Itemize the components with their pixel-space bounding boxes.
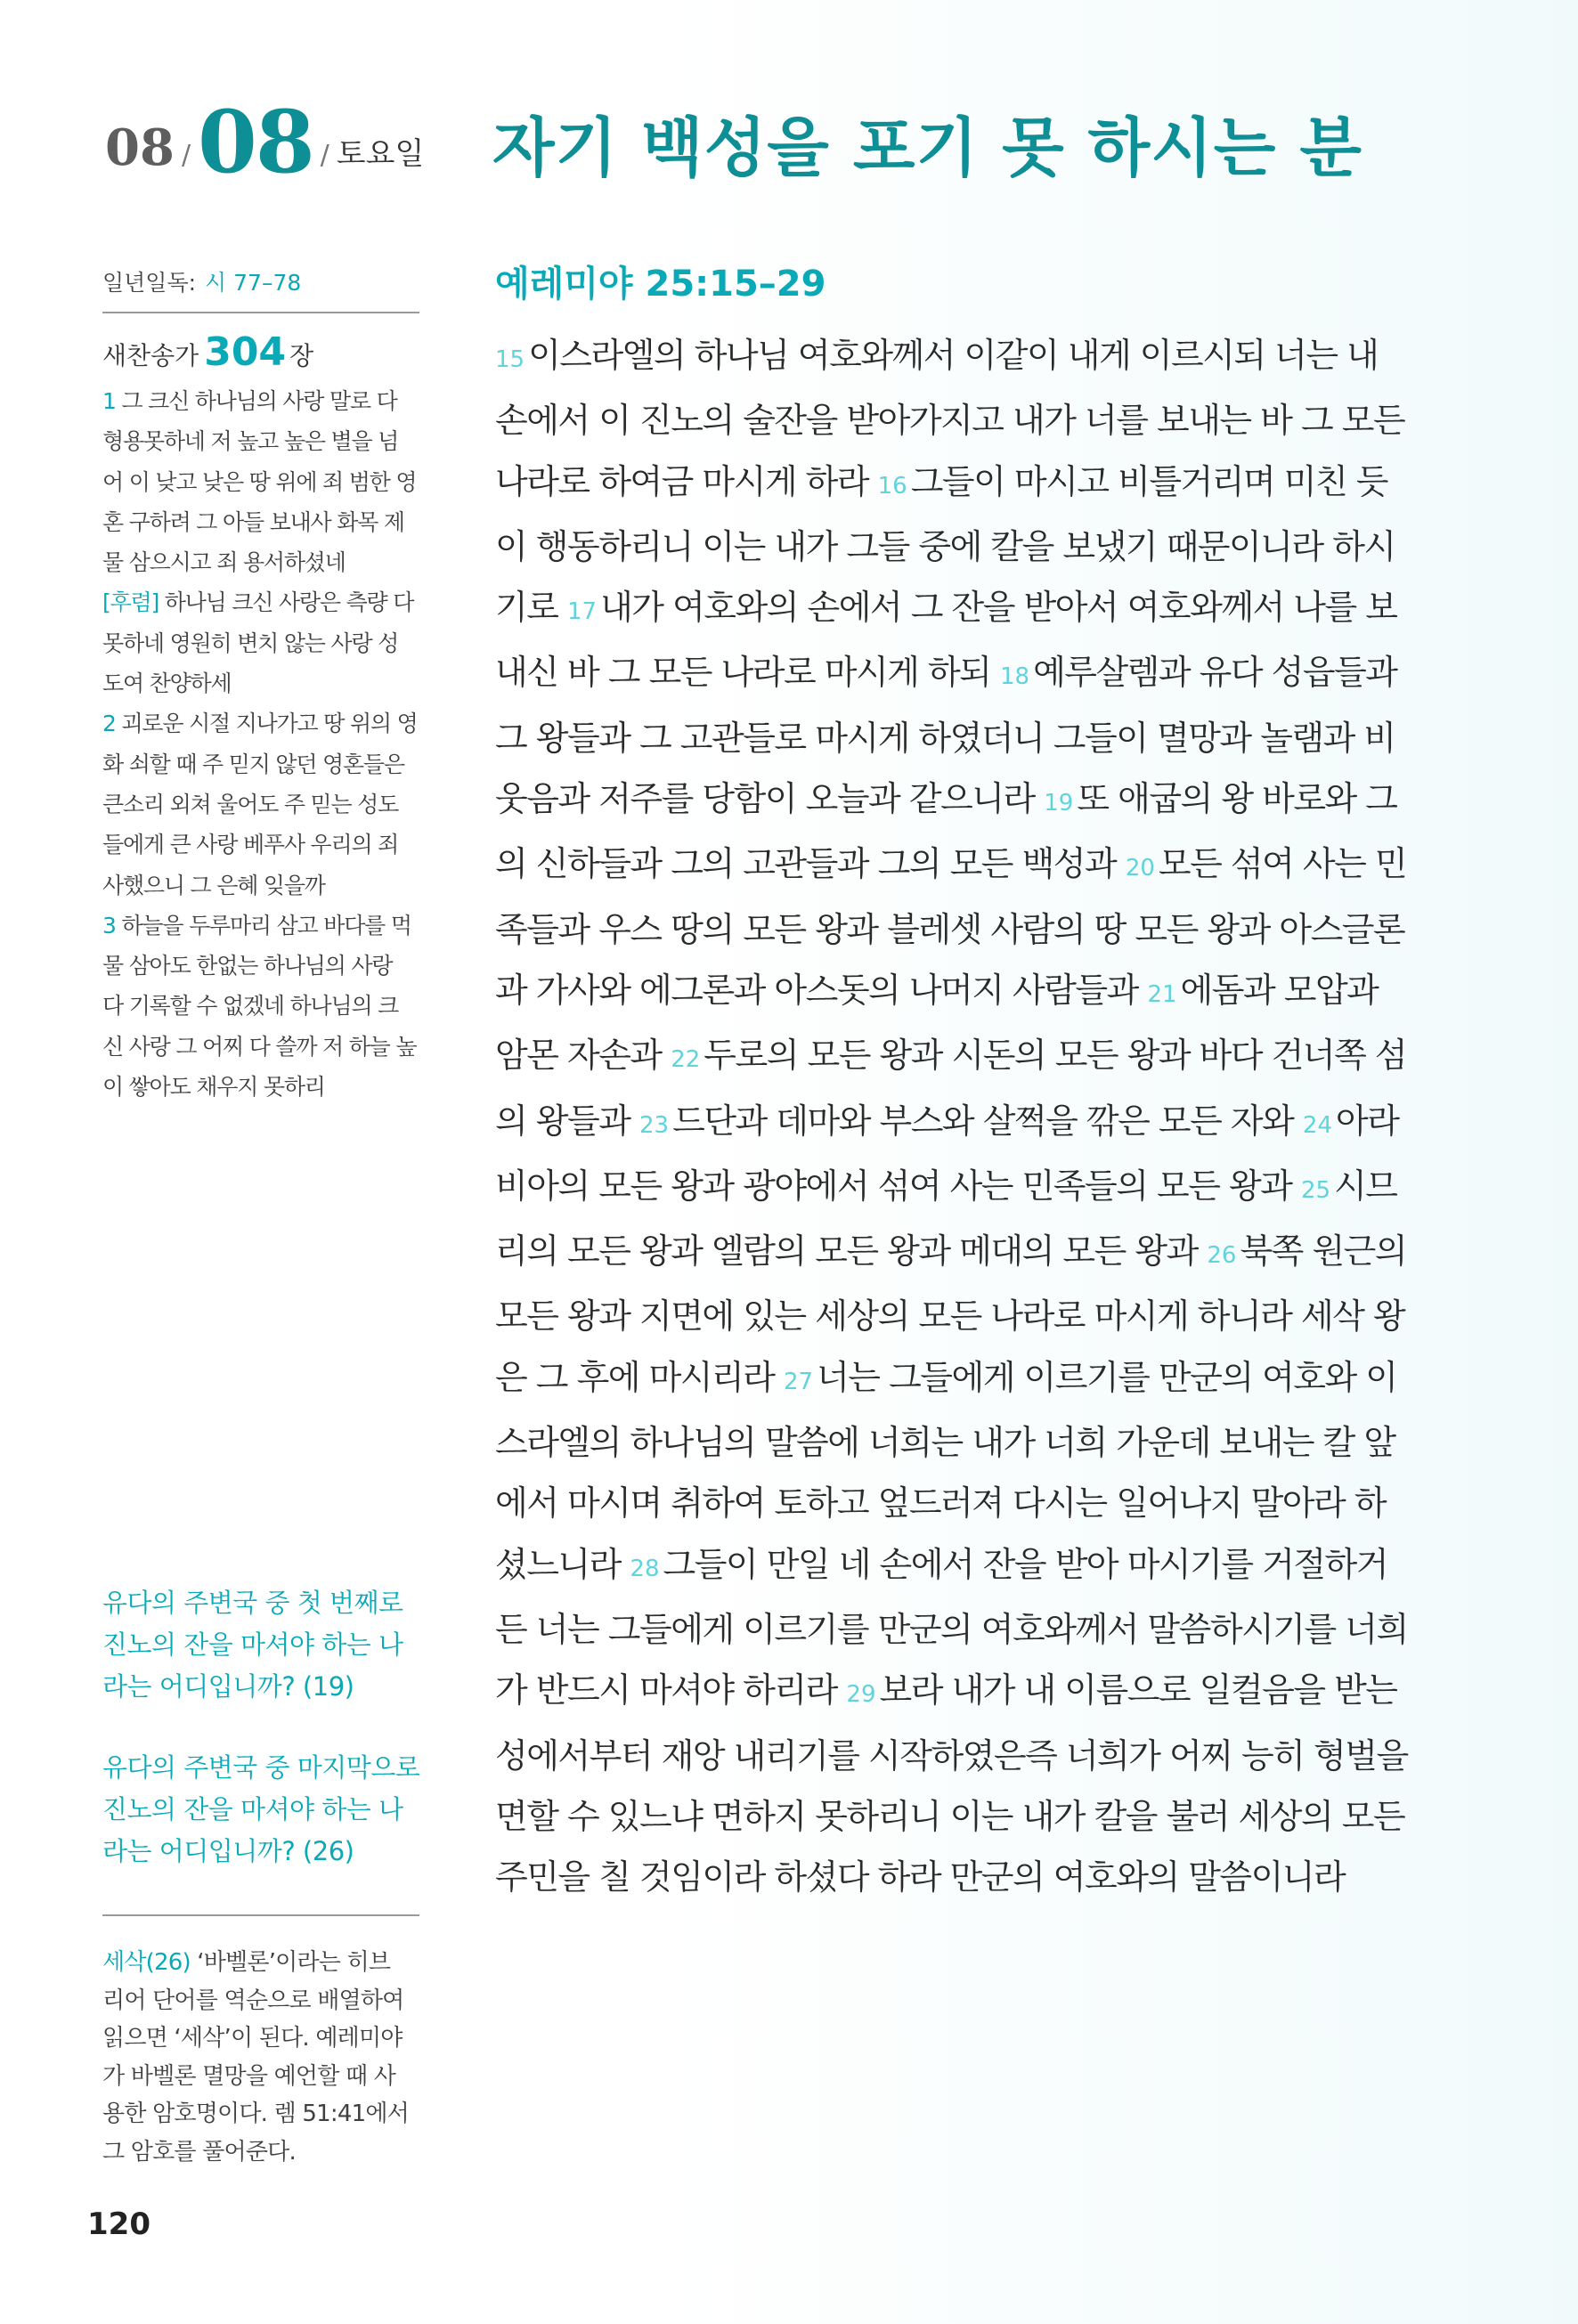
verse-text: 두로의 모든 왕과 시돈의 모든 왕과 바다 건너쪽 섬: [704, 1036, 1407, 1076]
verse-text: 셨느니라: [495, 1544, 630, 1584]
verse-text: 성에서부터 재앙 내리기를 시작하였은즉 너희가 어찌 능히 형벌을: [495, 1735, 1408, 1776]
verse-text: 아라: [1336, 1101, 1399, 1141]
verse-text: 의 신하들과 그의 고관들과 그의 모든 백성과: [495, 844, 1126, 884]
date-weekday: 토요일: [336, 136, 425, 172]
date-month: 08: [105, 118, 175, 177]
verse-number: 28: [630, 1555, 660, 1582]
verse-text: 비아의 모든 왕과 광야에서 섞여 사는 민족들의 모든 왕과: [495, 1166, 1301, 1206]
hymn-line: [102, 502, 419, 542]
verse-number: 17: [567, 598, 598, 626]
hymn-line-text: 신 사랑 그 어찌 다 쓸까 저 하늘 높: [102, 1033, 417, 1060]
hymn-line-text: 이 쌓아도 채우지 못하리: [102, 1074, 325, 1101]
scripture-line: [495, 768, 1412, 833]
hymn-line: [102, 1027, 419, 1067]
scripture-line: [495, 516, 1412, 577]
verse-text: 내가 여호와의 손에서 그 잔을 받아서 여호와께서 나를 보: [600, 588, 1397, 628]
question-line: 진노의 잔을 마셔야 하는 나: [102, 1629, 403, 1660]
verse-text: 리의 모든 왕과 엘람의 모든 왕과 메대의 모든 왕과: [495, 1231, 1208, 1272]
verse-text: 스라엘의 하나님의 말씀에 너희는 내가 너희 가운데 보내는 칼 앞: [495, 1423, 1395, 1463]
scripture-line: [495, 1473, 1412, 1533]
hymn-line-text: 그 크신 하나님의 사랑 말로 다: [115, 388, 397, 414]
scripture-reference: 예레미야 25:15–29: [495, 264, 826, 305]
date-day: 08: [198, 92, 313, 192]
date-header: [105, 87, 425, 192]
verse-number: 29: [846, 1681, 876, 1709]
hymn-line: [102, 381, 419, 421]
scripture-line: [495, 1221, 1412, 1286]
page-number: 120: [87, 2206, 150, 2242]
hymn-line-text: 큰소리 외쳐 울어도 주 믿는 성도: [102, 791, 399, 817]
scripture-line: [495, 1847, 1412, 1907]
verse-text: 내신 바 그 모든 나라로 마시게 하되: [495, 653, 1000, 693]
scripture-line: [495, 451, 1412, 516]
note-line: 그 암호를 풀어준다.: [102, 2138, 296, 2166]
reading-value: 시 77–78: [205, 270, 302, 296]
verse-number: 23: [639, 1111, 670, 1139]
verse-text: 웃음과 저주를 당함이 오늘과 같으니라: [495, 779, 1045, 819]
hymn-line: [102, 865, 419, 906]
verse-text: 보라 내가 내 이름으로 일컬음을 받는: [879, 1670, 1397, 1710]
verse-text: 든 너는 그들에게 이르기를 만군의 여호와께서 말씀하시기를 너희: [495, 1609, 1408, 1649]
hymn-line: [102, 946, 419, 986]
date-separator: /: [181, 140, 191, 171]
verse-text: 족들과 우스 땅의 모든 왕과 블레셋 사람의 땅 모든 왕과 아스글론: [495, 909, 1405, 949]
hymn-verse-tag: 1: [102, 388, 116, 414]
hymn-line: [102, 986, 419, 1026]
hymn-lyrics: [102, 381, 419, 1107]
scripture-text: [495, 325, 1412, 1907]
sidebar-divider: [102, 312, 419, 313]
hymn-line: [102, 663, 419, 703]
verse-number: 27: [783, 1368, 814, 1395]
verse-text: 주민을 칠 것임이라 하셨다 하라 만군의 여호와의 말씀이니라: [495, 1857, 1346, 1897]
verse-text: 그들이 마시고 비틀거리며 미친 듯: [910, 461, 1387, 501]
verse-text: 에돔과 모압과: [1180, 970, 1379, 1010]
annual-reading: [102, 265, 419, 297]
hymn-number: 304: [204, 329, 287, 375]
hymn-line-text: 화 쇠할 때 주 믿지 않던 영혼들은: [102, 751, 404, 777]
note-line: 가 바벨론 멸망을 예언할 때 사: [102, 2062, 396, 2090]
scripture-line: [495, 1091, 1412, 1156]
verse-text: 의 왕들과: [495, 1101, 639, 1141]
hymn-line: [102, 825, 419, 865]
question-1: [102, 1582, 419, 1708]
scripture-line: [495, 1156, 1412, 1221]
note-line: 읽으면 ‘세삭’이 된다. 예레미야: [102, 2025, 403, 2052]
note-line: [102, 1944, 419, 1982]
hymn-line-text: 형용못하네 저 높고 높은 별을 넘: [102, 428, 399, 455]
verse-text: 손에서 이 진노의 술잔을 받아가지고 내가 너를 보내는 바 그 모든: [495, 401, 1405, 441]
hymn-line-text: 못하네 영원히 변치 않는 사랑 성: [102, 630, 399, 656]
scripture-line: [495, 390, 1412, 451]
verse-text: 은 그 후에 마시리라: [495, 1357, 784, 1397]
verse-text: 예루살렘과 유다 성읍들과: [1033, 653, 1397, 693]
hymn-line: [102, 542, 419, 582]
verse-text: 북쪽 원근의: [1240, 1231, 1407, 1272]
note-line: 리어 단어를 역순으로 배열하여: [102, 1987, 404, 2014]
verse-text: 암몬 자손과: [495, 1036, 671, 1076]
verse-text: 에서 마시며 취하여 토하고 엎드러져 다시는 일어나지 말아라 하: [495, 1483, 1387, 1524]
question-line: 유다의 주변국 중 마지막으로: [102, 1752, 420, 1783]
scripture-line: [495, 1660, 1412, 1725]
hymn-line: [102, 1067, 419, 1107]
question-line: 유다의 주변국 중 첫 번째로: [102, 1588, 403, 1618]
scripture-line: [495, 577, 1412, 642]
hymn-line: [102, 703, 419, 744]
note-term: 세삭(26): [102, 1949, 191, 1976]
hymn-line: [102, 421, 419, 461]
hymn-line: [102, 906, 419, 946]
verse-number: 25: [1301, 1176, 1331, 1204]
hymn-line-text: 다 기록할 수 없겠네 하나님의 크: [102, 993, 399, 1020]
verse-text: 그들이 만일 네 손에서 잔을 받아 마시기를 거절하거: [663, 1544, 1387, 1584]
hymn-line-text: 도여 찬양하세: [102, 670, 232, 697]
question-line: 진노의 잔을 마셔야 하는 나: [102, 1794, 403, 1824]
hymn-line-text: 사했으니 그 은혜 잊을까: [102, 872, 325, 898]
verse-text: 과 가사와 에그론과 아스돗의 나머지 사람들과: [495, 970, 1148, 1010]
scripture-line: [495, 1347, 1412, 1412]
reading-label: 일년일독:: [102, 270, 197, 296]
question-line: 라는 어디입니까? (26): [102, 1836, 354, 1866]
hymn-line: [102, 784, 419, 825]
verse-text: 시므: [1334, 1166, 1397, 1206]
hymn-line-text: 들에게 큰 사랑 베푸사 우리의 죄: [102, 832, 399, 858]
verse-text: 이 행동하리니 이는 내가 그들 중에 칼을 보냈기 때문이니라 하시: [495, 526, 1395, 566]
hymn-line: [102, 462, 419, 502]
scripture-line: [495, 899, 1412, 960]
scripture-line: [495, 1534, 1412, 1599]
question-2: [102, 1747, 419, 1873]
note-line: 용한 암호명이다. 렘 51:41에서: [102, 2101, 409, 2127]
verse-text: 드단과 데마와 부스와 살쩍을 깎은 모든 자와: [672, 1101, 1303, 1141]
verse-number: 22: [671, 1046, 701, 1074]
hymn-line-text: 하늘을 두루마리 삼고 바다를 먹: [115, 912, 411, 939]
hymn-line-text: 괴로운 시절 지나가고 땅 위의 영: [115, 711, 418, 737]
verse-text: 이스라엘의 하나님 여호와께서 이같이 내게 이르시되 너는 내: [528, 336, 1379, 375]
glossary-note: [102, 1944, 419, 2171]
hymn-line: [102, 623, 419, 663]
verse-number: 26: [1207, 1242, 1237, 1270]
scripture-line: [495, 1412, 1412, 1473]
verse-text: 나라로 하여금 마시게 하라: [495, 461, 878, 501]
scripture-line: [495, 325, 1412, 390]
scripture-line: [495, 833, 1412, 898]
scripture-line: [495, 1599, 1412, 1660]
verse-text: 가 반드시 마셔야 하리라: [495, 1670, 847, 1710]
hymn-heading: [102, 319, 419, 375]
hymn-prefix: 새찬송가: [102, 341, 199, 370]
scripture-line: [495, 1025, 1412, 1090]
verse-text: 면할 수 있느냐 면하지 못하리니 이는 내가 칼을 불러 세상의 모든: [495, 1796, 1405, 1836]
verse-text: 또 애굽의 왕 바로와 그: [1077, 779, 1397, 819]
verse-number: 24: [1302, 1111, 1332, 1139]
verse-text: 그 왕들과 그 고관들로 마시게 하였더니 그들이 멸망과 놀램과 비: [495, 718, 1395, 758]
hymn-verse-tag: 2: [102, 711, 116, 737]
date-separator: /: [320, 140, 329, 171]
verse-number: 20: [1125, 855, 1155, 882]
hymn-line-text: 물 삼으시고 죄 용서하셨네: [102, 549, 346, 576]
hymn-verse-tag: 3: [102, 912, 116, 939]
hymn-line-text: 혼 구하려 그 아들 보내사 화목 제: [102, 508, 404, 535]
scripture-line: [495, 1286, 1412, 1346]
verse-text: 너는 그들에게 이르기를 만군의 여호와 이: [817, 1357, 1397, 1397]
hymn-line: [102, 582, 419, 622]
verse-text: 모든 왕과 지면에 있는 세상의 모든 나라로 마시게 하니라 세삭 왕: [495, 1296, 1405, 1337]
scripture-line: [495, 960, 1412, 1025]
hymn-line: [102, 744, 419, 784]
note-text: ‘바벨론’이라는 히브: [190, 1949, 391, 1976]
verse-number: 19: [1044, 790, 1074, 817]
verse-text: 모든 섞여 사는 민: [1158, 844, 1407, 884]
hymn-suffix: 장: [289, 341, 314, 370]
verse-text: 기로: [495, 588, 567, 628]
sidebar-divider: [102, 1914, 419, 1916]
hymn-line-text: 어 이 낮고 낮은 땅 위에 죄 범한 영: [102, 468, 417, 495]
hymn-verse-tag: [후렴]: [102, 589, 159, 616]
page-title: 자기 백성을 포기 못 하시는 분: [492, 110, 1362, 185]
verse-number: 18: [999, 663, 1030, 691]
verse-number: 15: [495, 346, 525, 373]
hymn-line-text: 물 삼아도 한없는 하나님의 사랑: [102, 953, 393, 979]
scripture-line: [495, 708, 1412, 768]
verse-number: 21: [1147, 980, 1177, 1008]
scripture-line: [495, 1726, 1412, 1786]
hymn-line-text: 하나님 크신 사랑은 측량 다: [159, 589, 414, 616]
question-line: 라는 어디입니까? (19): [102, 1671, 354, 1702]
verse-number: 16: [877, 472, 907, 500]
scripture-line: [495, 642, 1412, 707]
scripture-line: [495, 1786, 1412, 1847]
